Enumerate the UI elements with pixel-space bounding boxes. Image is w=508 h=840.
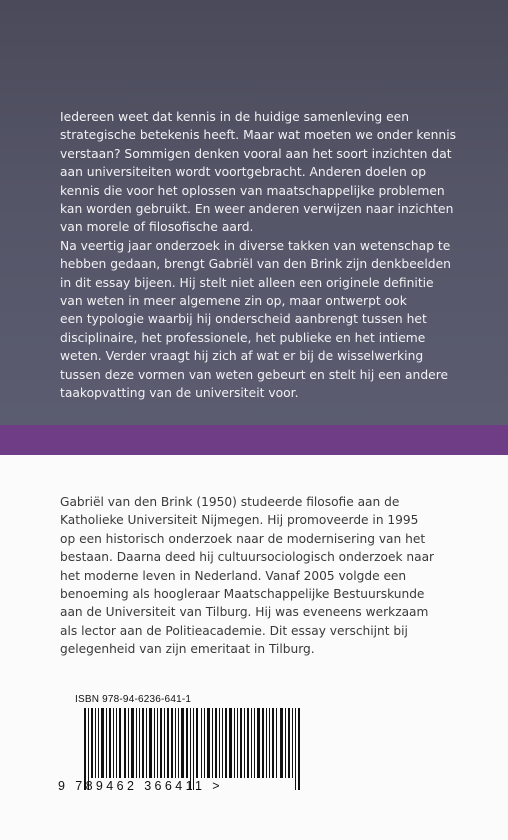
- barcode-bar: [234, 708, 235, 778]
- barcode-bar: [229, 708, 232, 778]
- blurb-line: taakopvatting van de universiteit voor.: [60, 386, 299, 401]
- barcode-bar: [154, 708, 155, 778]
- barcode-bar: [167, 708, 169, 778]
- barcode-bar: [91, 708, 93, 778]
- blurb-line: tussen deze vormen van weten gebeurt en stelt hij een andere: [60, 367, 449, 382]
- barcode-bar: [262, 708, 264, 778]
- barcode-bar: [160, 708, 162, 778]
- barcode-bar: [149, 708, 152, 778]
- barcode-bar: [171, 708, 173, 778]
- barcode-bar: [269, 708, 270, 778]
- barcode-bar: [101, 708, 104, 778]
- bio-line: aan de Universiteit van Tilburg. Hij was eveneens werkzaam: [60, 605, 429, 620]
- barcode-digits: 9 789462 366411 >: [58, 779, 223, 793]
- barcode-bar: [276, 708, 277, 778]
- barcode-bar: [157, 708, 158, 778]
- blurb-line: disciplinaire, het professionele, het publieke en het intieme: [60, 330, 426, 345]
- barcode-bar: [212, 708, 213, 778]
- barcode-bar: [219, 708, 220, 778]
- barcode-bar: [84, 708, 86, 790]
- barcode-bar: [222, 708, 223, 778]
- barcode-bar: [280, 708, 283, 778]
- blurb-line: kennis die voor het oplossen van maatschappelijke problemen: [60, 183, 445, 198]
- barcode-bar: [196, 708, 198, 778]
- barcode-bar: [254, 708, 255, 778]
- barcode-bar: [251, 708, 252, 778]
- bio-line: benoeming als hoogleraar Maatschappelijke Bestuurskunde: [60, 587, 425, 602]
- barcode-bar: [164, 708, 165, 778]
- blurb-line: hebben gedaan, brengt Gabriël van den Brink zijn denkbeelden: [60, 257, 451, 272]
- barcode-bar: [272, 708, 274, 778]
- barcode-bar: [288, 708, 290, 778]
- bio-line: Katholieke Universiteit Nijmegen. Hij promoveerde in 1995: [60, 513, 419, 528]
- blurb-text: [60, 108, 460, 403]
- author-bio: [60, 493, 480, 659]
- barcode-bar: [136, 708, 137, 778]
- blurb-line: Na veertig jaar onderzoek in diverse takken van wetenschap te: [60, 238, 451, 253]
- barcode-bar: [285, 708, 286, 778]
- barcode-bar: [128, 708, 129, 778]
- blurb-line: Iedereen weet dat kennis in de huidige samenleving een: [60, 110, 410, 124]
- barcode-bar: [95, 708, 96, 778]
- blurb-line: van weten in meer algemene zin op, maar ontwerpt ook: [60, 294, 407, 309]
- barcode-bar: [237, 708, 238, 778]
- blurb-line: een typologie waarbij hij onderscheid aanbrengt tussen het: [60, 312, 427, 327]
- barcode-bar: [298, 708, 300, 790]
- barcode-bar: [109, 708, 111, 778]
- barcode: [84, 708, 300, 790]
- blurb-line: van morele of filosofische aard.: [60, 220, 254, 235]
- blurb-line: weten. Verder vraagt hij zich af wat er bij de wisselwerking: [60, 349, 424, 364]
- barcode-bar: [247, 708, 249, 778]
- barcode-bar: [98, 708, 99, 778]
- barcode-bar: [139, 708, 140, 778]
- barcode-bar: [116, 708, 117, 778]
- barcode-bar: [292, 708, 293, 778]
- barcode-bar: [240, 708, 242, 778]
- barcode-bar: [201, 708, 202, 778]
- bio-line: als lector aan de Politieacademie. Dit essay verschijnt bij: [60, 623, 408, 638]
- blurb-line: in dit essay bijeen. Hij stelt niet alleen een originele definitie: [60, 275, 434, 290]
- bio-line: Gabriël van den Brink (1950) studeerde filosofie aan de: [60, 495, 400, 509]
- barcode-bar: [181, 708, 184, 778]
- barcode-bar: [88, 708, 89, 790]
- barcode-bar: [106, 708, 107, 778]
- bio-line: op een historisch onderzoek naar de modernisering van het: [60, 531, 426, 546]
- barcode-bar: [119, 708, 121, 778]
- barcode-bar: [257, 708, 260, 778]
- barcode-bar: [131, 708, 134, 778]
- barcode-bar: [175, 708, 176, 778]
- bio-line: het moderne leven in Nederland. Vanaf 2005 volgde een: [60, 568, 407, 583]
- barcode-bar: [215, 708, 217, 778]
- barcode-bar: [193, 708, 194, 790]
- isbn-label: ISBN 978-94-6236-641-1: [75, 694, 192, 705]
- barcode-bar: [225, 708, 227, 778]
- bio-line: gelegenheid van zijn emeritaat in Tilburg.: [60, 642, 315, 657]
- barcode-bar: [178, 708, 179, 778]
- barcode-bar: [204, 708, 205, 778]
- accent-band: [0, 425, 508, 455]
- bio-line: bestaan. Daarna deed hij cultuursociologisch onderzoek naar: [60, 550, 435, 565]
- blurb-line: aan universiteiten wordt voortgebracht. Anderen doelen op: [60, 165, 427, 180]
- barcode-bar: [146, 708, 147, 778]
- barcode-bar: [142, 708, 144, 778]
- barcode-bar: [295, 708, 296, 790]
- barcode-bar: [186, 708, 188, 778]
- barcode-bar: [113, 708, 114, 778]
- barcode-bar: [207, 708, 210, 778]
- blurb-line: strategische betekenis heeft. Maar wat moeten we onder kennis: [60, 128, 457, 143]
- barcode-bar: [190, 708, 191, 790]
- barcode-bar: [244, 708, 245, 778]
- blurb-line: verstaan? Sommigen denken vooral aan het soort inzichten dat: [60, 146, 452, 161]
- barcode-bar: [266, 708, 267, 778]
- barcode-bar: [124, 708, 126, 778]
- blurb-line: kan worden gebruikt. En weer anderen verwijzen naar inzichten: [60, 202, 454, 217]
